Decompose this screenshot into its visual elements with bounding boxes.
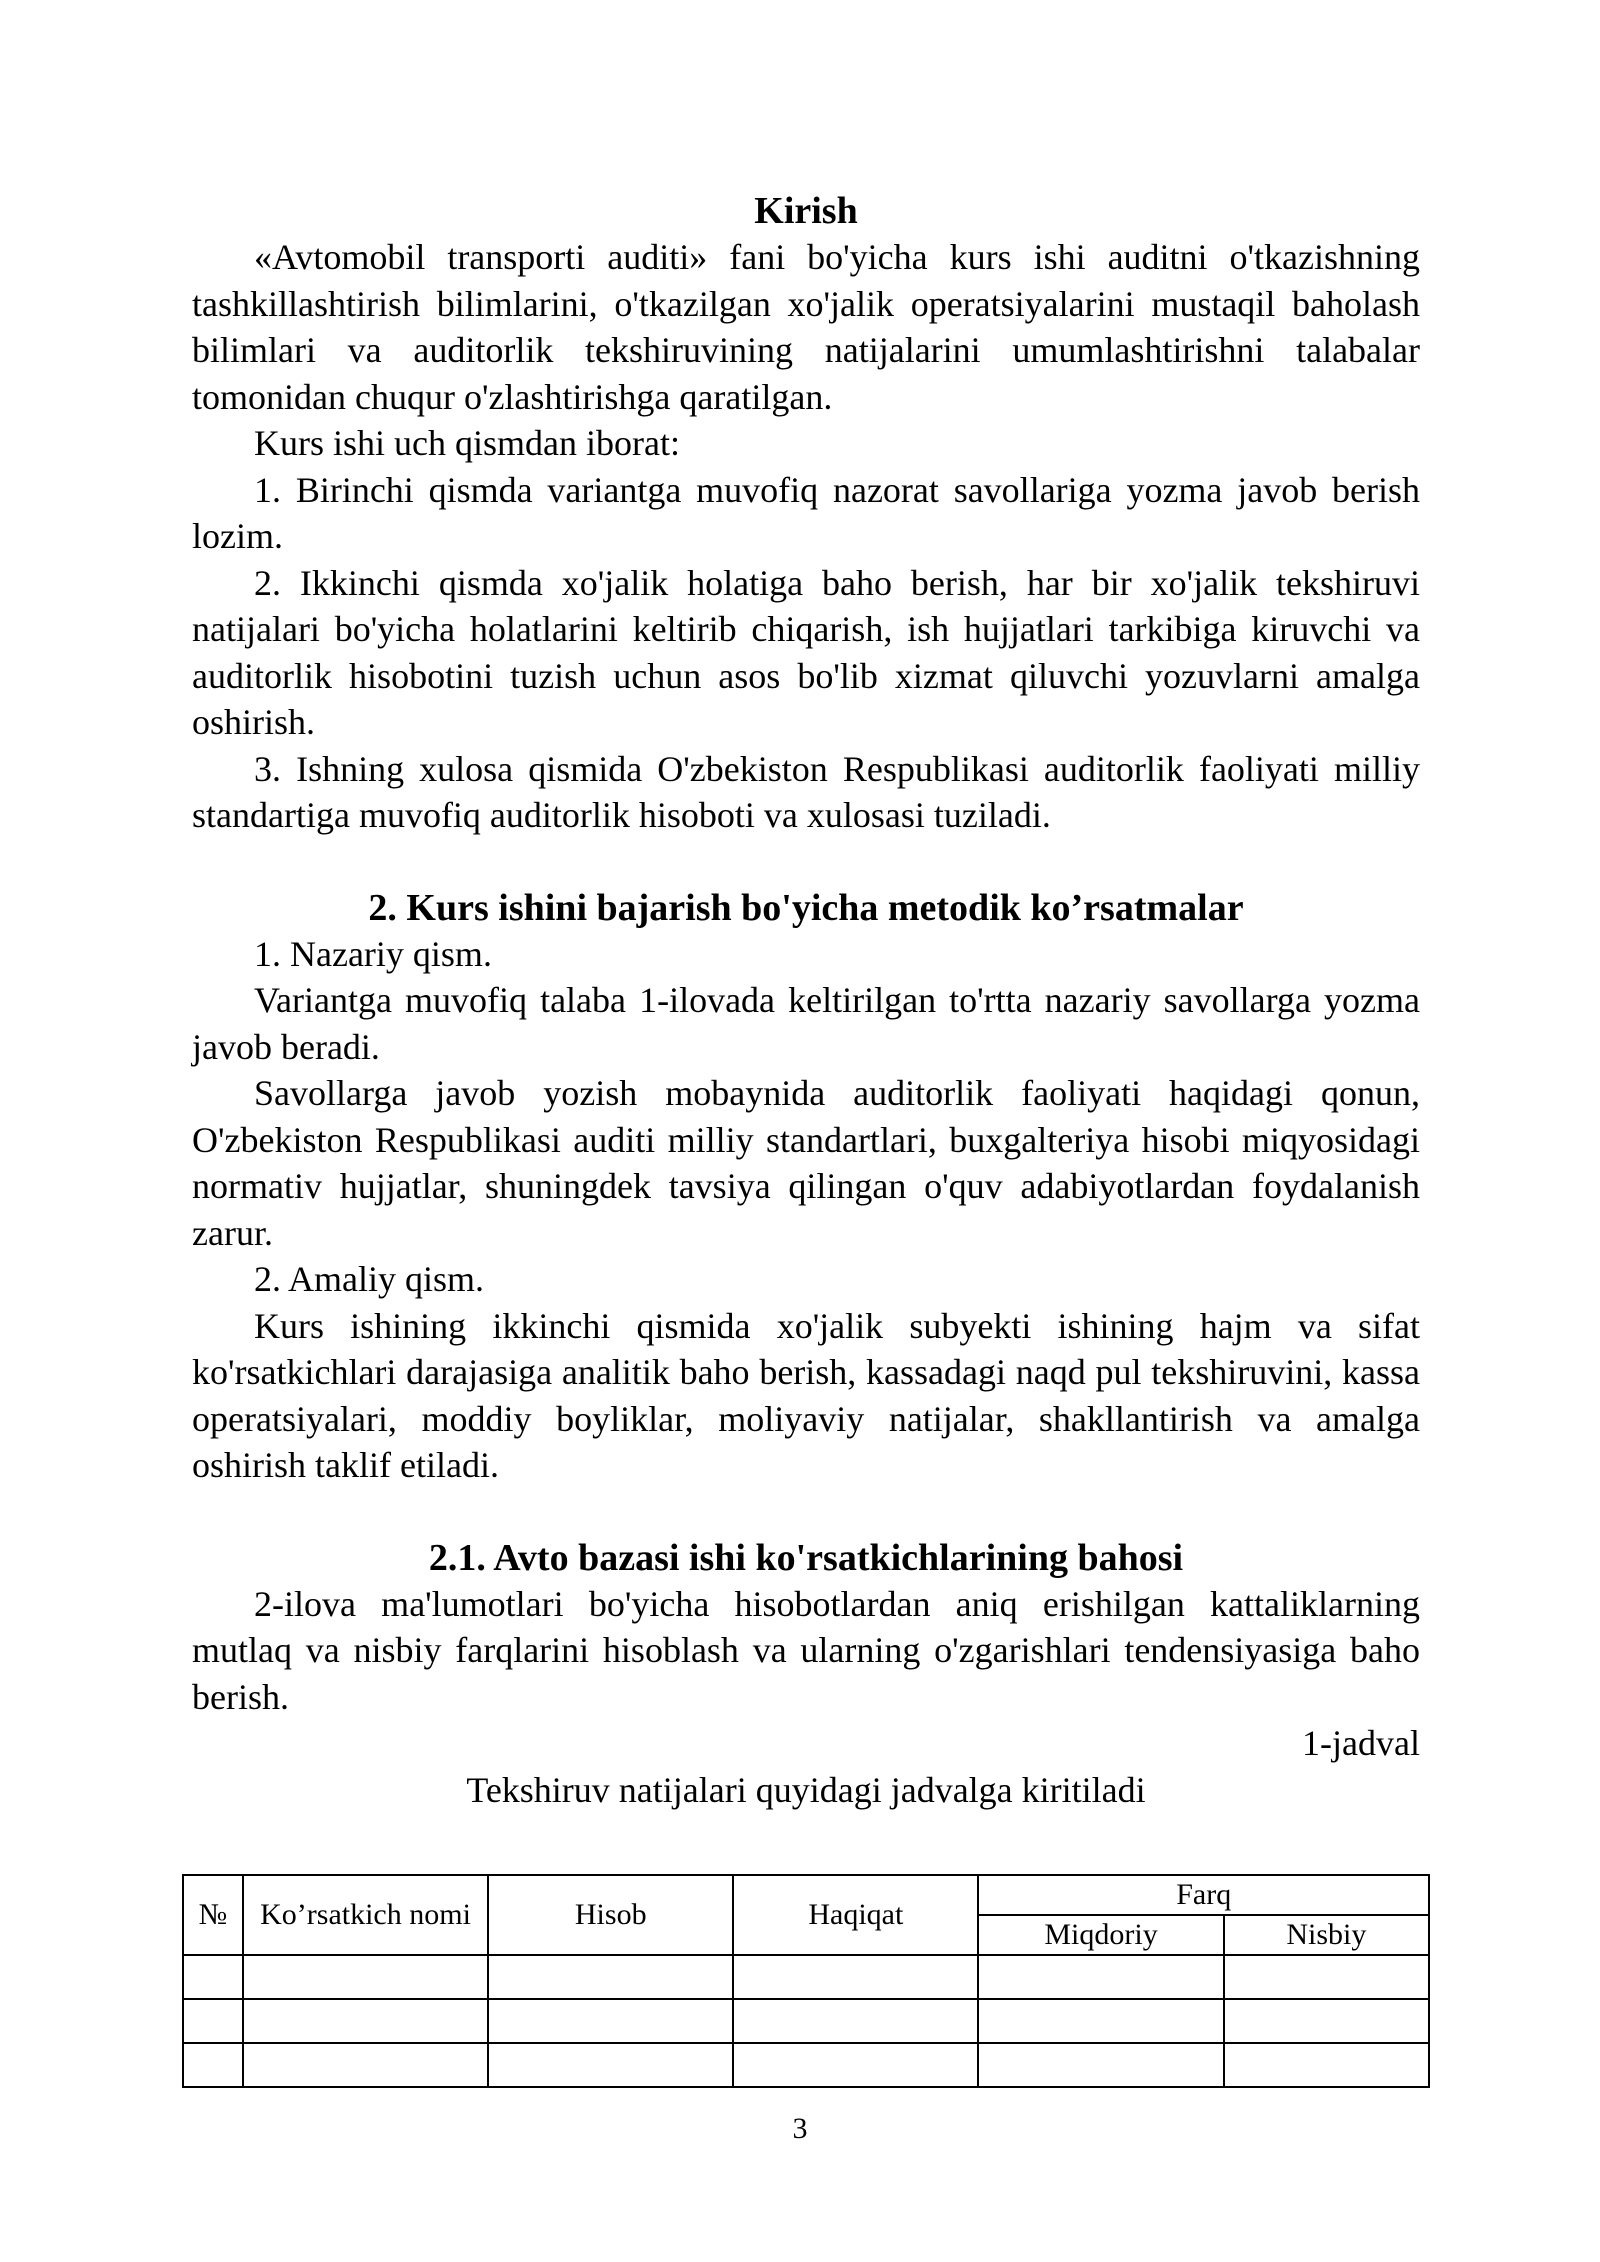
section-2-1-paragraph-1: 2-ilova ma'lumotlari bo'yicha hisobotlardan aniq erishilgan kattaliklarning mutlaq va nisbiy farqlarini hisoblash va ularning o'zgarishlari tendensiyasiga baho berish. bbox=[192, 1583, 1420, 1717]
table-cell bbox=[1224, 2043, 1429, 2087]
table-cell bbox=[978, 1999, 1223, 2043]
table-cell bbox=[1224, 1999, 1429, 2043]
intro-title: Kirish bbox=[754, 190, 858, 232]
table-cell bbox=[733, 1955, 978, 1999]
section-2-paragraph-4: 2. Amaliy qism. bbox=[254, 1259, 485, 1299]
document-page bbox=[192, 188, 1420, 1813]
intro-paragraph-4: 2. Ikkinchi qismda xo'jalik holatiga baho berish, har bir xo'jalik tekshiruvi natijalari bo'yicha holatlarini keltirib chiqarish, ish hujjatlari tarkibiga kiruvchi va auditorlik hisobotini tuzish uchun asos bo'lib xizmat qiluvchi yozuvlarni amalga oshirish. bbox=[192, 562, 1420, 742]
table-cell bbox=[183, 1955, 243, 1999]
table-caption: Tekshiruv natijalari quyidagi jadvalga kiritiladi bbox=[466, 1769, 1146, 1810]
table-cell bbox=[243, 1999, 488, 2043]
table-cell bbox=[978, 2043, 1223, 2087]
page-number: 3 bbox=[792, 2112, 808, 2145]
section-2-paragraph-5: Kurs ishining ikkinchi qismida xo'jalik subyekti ishining hajm va sifat ko'rsatkichlari darajasiga analitik baho berish, kassadagi naqd pul tekshiruvini, kassa operatsiyalari, moddiy boyliklar, moliyaviy natijalar, shakllantirish va amalga oshirish taklif etiladi. bbox=[192, 1305, 1420, 1485]
header-miqdoriy: Miqdoriy bbox=[978, 1915, 1223, 1955]
header-haqiqat: Haqiqat bbox=[733, 1875, 978, 1955]
spacer bbox=[192, 1489, 1420, 1535]
table-row bbox=[183, 2043, 1429, 2087]
header-number: № bbox=[183, 1875, 243, 1955]
section-2-paragraph-1: 1. Nazariy qism. bbox=[254, 933, 492, 974]
table-header-row bbox=[183, 1875, 1429, 1915]
header-farq: Farq bbox=[978, 1875, 1429, 1915]
table-cell bbox=[183, 2043, 243, 2087]
header-indicator-name: Ko’rsatkich nomi bbox=[243, 1875, 488, 1955]
table-cell bbox=[183, 1999, 243, 2043]
spacer bbox=[192, 839, 1420, 885]
intro-paragraph-2: Kurs ishi uch qismdan iborat: bbox=[254, 423, 680, 463]
table-cell bbox=[488, 1999, 733, 2043]
table-row bbox=[183, 1999, 1429, 2043]
section-2-paragraph-3: Savollarga javob yozish mobaynida auditorlik faoliyati haqidagi qonun, O'zbekiston Respublikasi auditi milliy standartlari, buxgalteriya hisobi miqyosidagi normativ hujjatlar, shuningdek tavsiya qilingan o'quv adabiyotlardan foydalanish zarur. bbox=[192, 1073, 1420, 1253]
section-2-title: 2. Kurs ishini bajarish bo'yicha metodik ko’rsatmalar bbox=[368, 886, 1244, 929]
table-cell bbox=[243, 2043, 488, 2087]
header-hisob: Hisob bbox=[488, 1875, 733, 1955]
intro-paragraph-3: 1. Birinchi qismda variantga muvofiq nazorat savollariga yozma javob berish lozim. bbox=[192, 469, 1420, 556]
table-cell bbox=[733, 2043, 978, 2087]
intro-paragraph-5: 3. Ishning xulosa qismida O'zbekiston Respublikasi auditorlik faoliyati milliy standartiga muvofiq auditorlik hisoboti va xulosasi tuziladi. bbox=[192, 748, 1420, 835]
table-cell bbox=[1224, 1955, 1429, 1999]
table-cell bbox=[978, 1955, 1223, 1999]
section-2-1-title: 2.1. Avto bazasi ishi ko'rsatkichlarining bahosi bbox=[428, 1536, 1184, 1579]
table-label: 1-jadval bbox=[1302, 1723, 1420, 1763]
table-cell bbox=[488, 1955, 733, 1999]
table-cell bbox=[488, 2043, 733, 2087]
section-2-paragraph-2: Variantga muvofiq talaba 1-ilovada keltirilgan to'rtta nazariy savollarga yozma javob beradi. bbox=[192, 980, 1420, 1067]
table-cell bbox=[733, 1999, 978, 2043]
table-row bbox=[183, 1955, 1429, 1999]
results-table bbox=[182, 1874, 1430, 2088]
header-nisbiy: Nisbiy bbox=[1224, 1915, 1429, 1955]
intro-paragraph-1: «Avtomobil transporti auditi» fani bo'yicha kurs ishi auditni o'tkazishning tashkillashtirish bilimlarini, o'tkazilgan xo'jalik operatsiyalarini mustaqil baholash bilimlari va auditorlik tekshiruvining natijalarini umumlashtirishni talabalar tomonidan chuqur o'zlashtirishga qaratilgan. bbox=[192, 237, 1420, 417]
table-cell bbox=[243, 1955, 488, 1999]
